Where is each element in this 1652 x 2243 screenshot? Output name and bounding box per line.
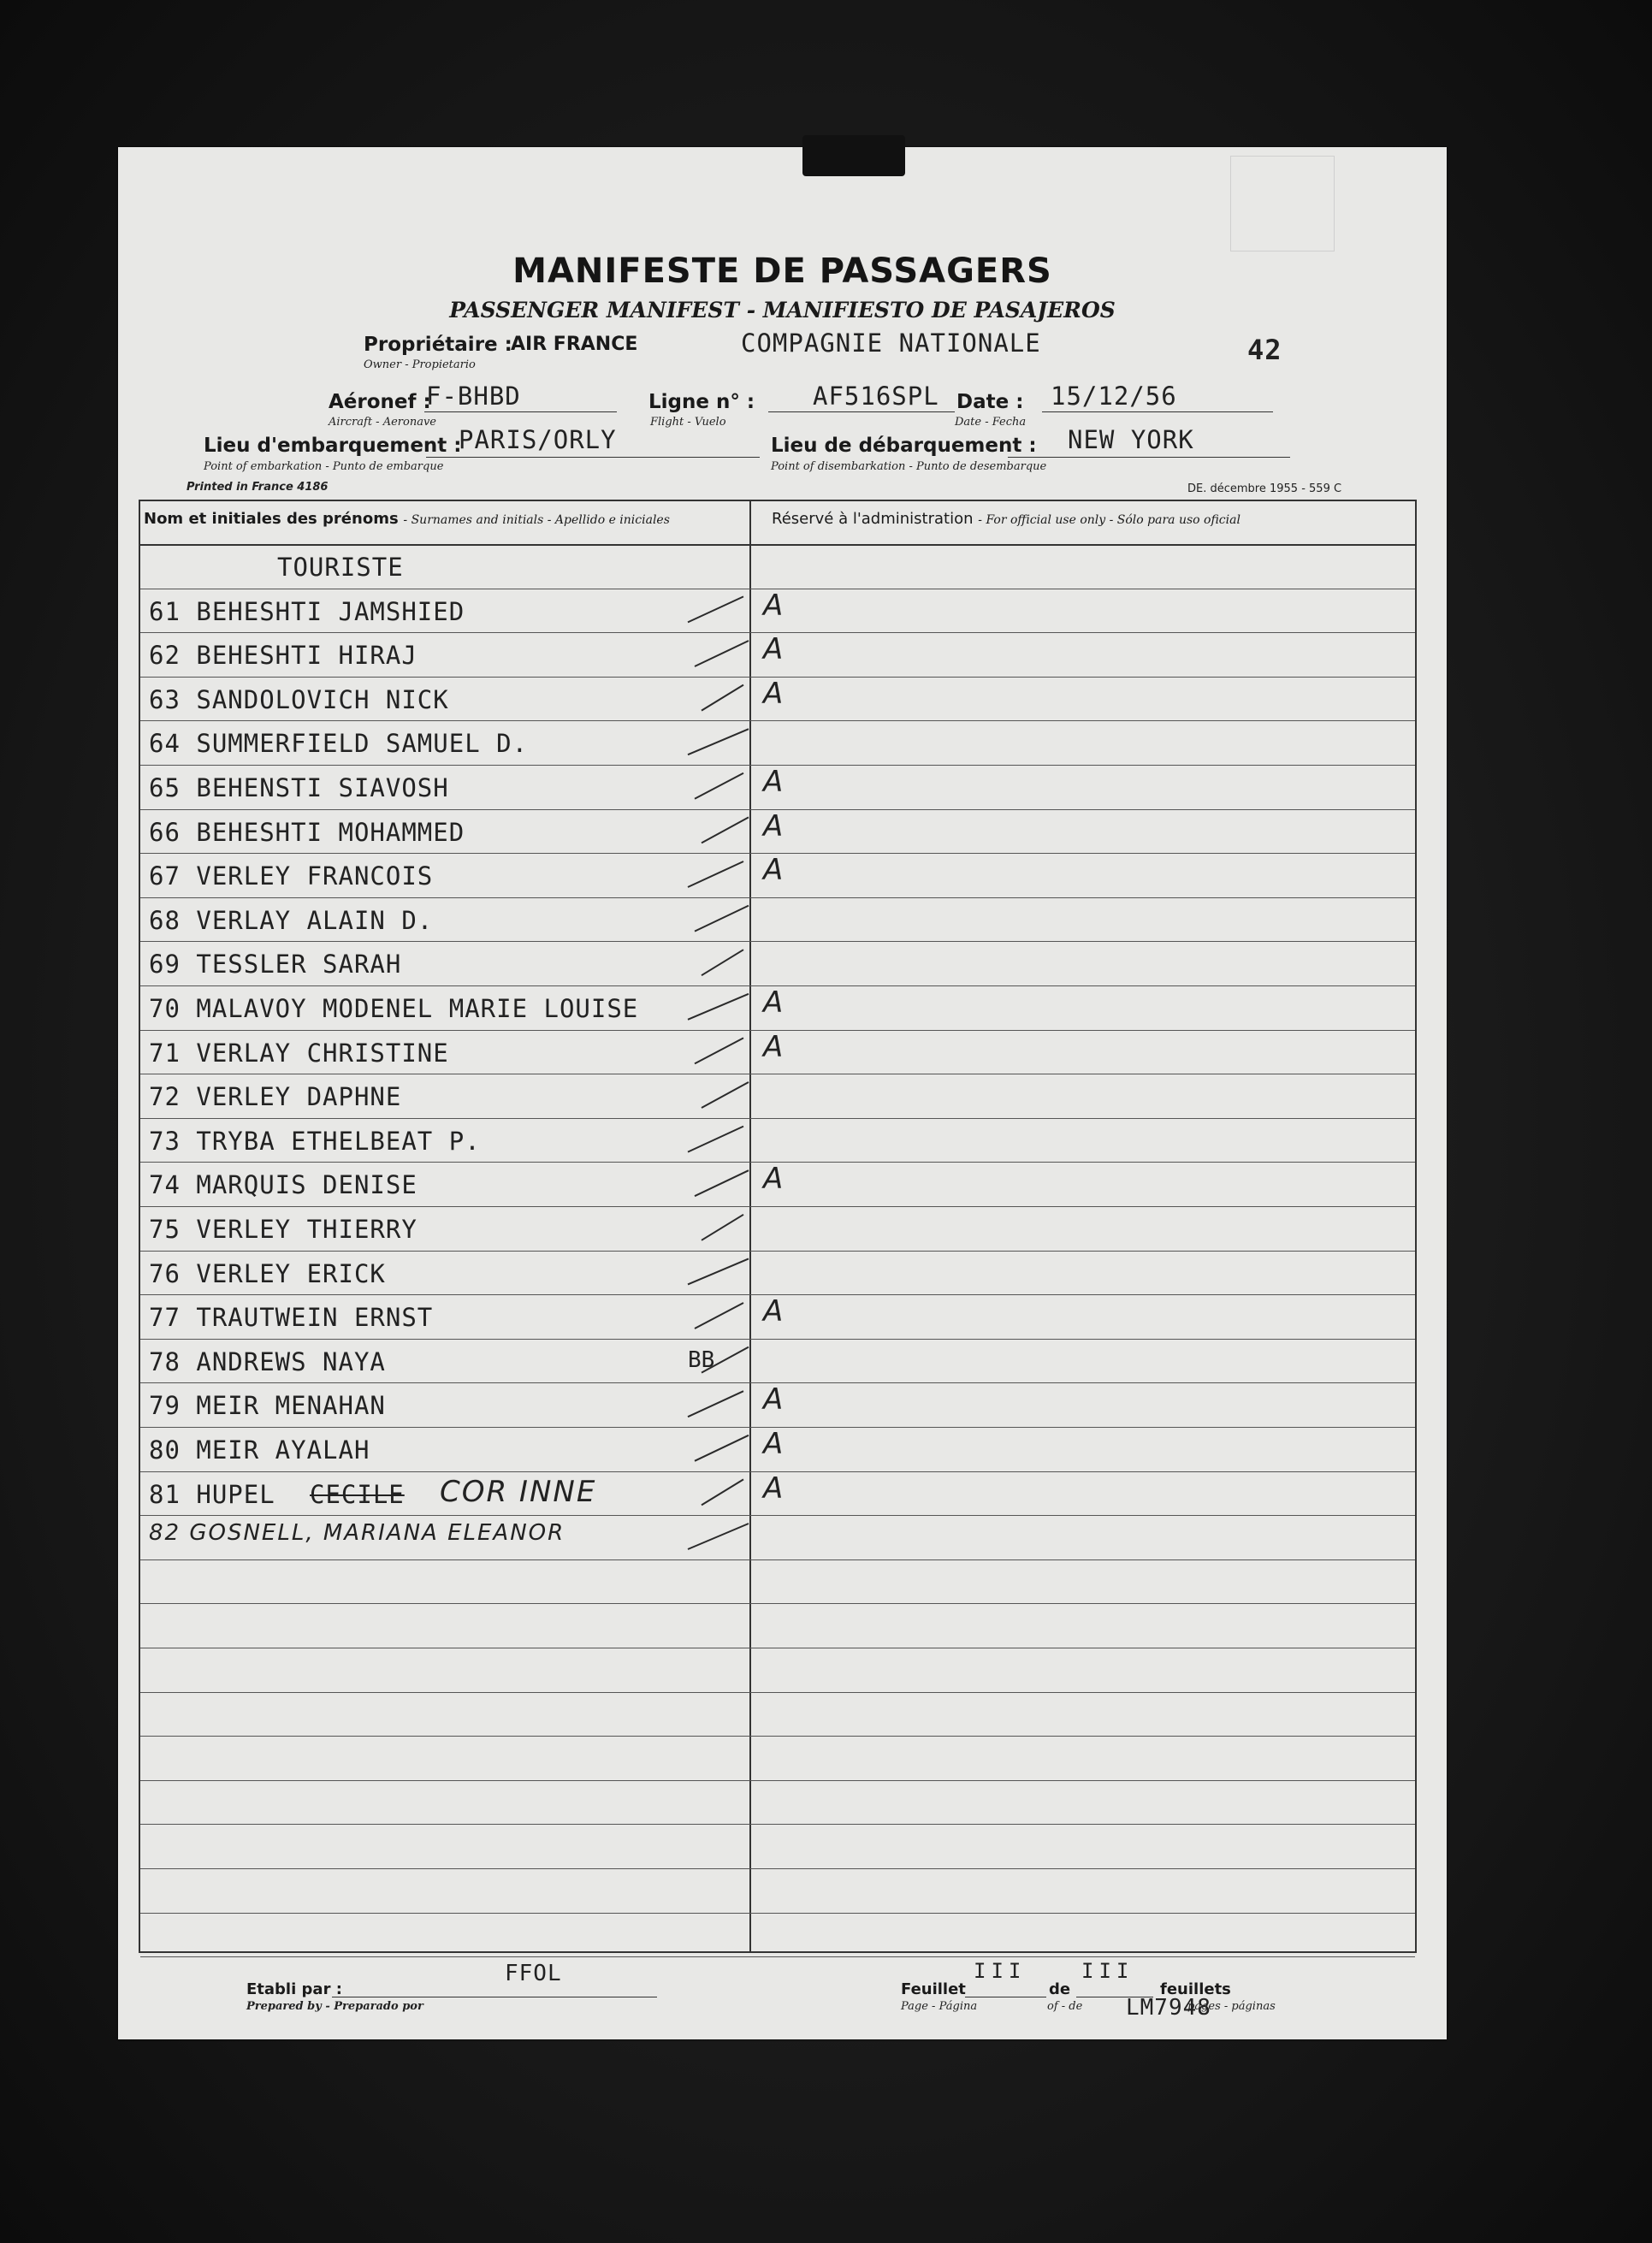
prepared-label: Etabli par : <box>246 1980 342 1998</box>
row-line <box>140 1824 1415 1825</box>
admin-column-title: Réservé à l'administration <box>772 510 974 528</box>
passenger-row: 68 VERLAY ALAIN D. <box>149 905 434 935</box>
admin-column-header <box>772 510 1240 528</box>
owner-typed-value: COMPAGNIE NATIONALE <box>741 328 1041 358</box>
row-line <box>140 1339 1415 1340</box>
admin-column-subtitle: - For official use only - Sólo para uso oficial <box>978 513 1240 527</box>
admin-mark: A <box>763 765 784 799</box>
faint-stamp-box <box>1230 156 1335 252</box>
passenger-row: 62 BEHESHTI HIRAJ <box>149 641 417 671</box>
passenger-table <box>139 500 1417 1953</box>
admin-mark: A <box>763 1162 784 1197</box>
passenger-row: 66 BEHESHTI MOHAMMED <box>149 817 465 847</box>
admin-mark: A <box>763 632 784 667</box>
manifest-page <box>118 147 1447 2039</box>
owner-label: Propriétaire : <box>364 334 512 356</box>
owner-sublabel: Owner - Propietario <box>364 358 476 371</box>
passenger-row: 65 BEHENSTI SIAVOSH <box>149 773 449 802</box>
row-line <box>140 1559 1415 1560</box>
row81-handwritten-name: COR INNE <box>440 1474 597 1509</box>
passenger-row: 64 SUMMERFIELD SAMUEL D. <box>149 729 529 759</box>
tick-mark <box>688 1127 743 1152</box>
row78-note: BB <box>688 1346 715 1373</box>
passenger-row: 61 BEHESHTI JAMSHIED <box>149 596 465 626</box>
row-line <box>140 941 1415 942</box>
page-number: 42 <box>1247 334 1282 366</box>
sheet-label: Feuillet <box>901 1980 966 1998</box>
sheet-sublabel: Page - Página <box>901 2000 978 2013</box>
row-line <box>140 1736 1415 1737</box>
printed-note: Printed in France 4186 <box>187 481 329 494</box>
column-separator <box>749 501 751 1951</box>
page-title: MANIFESTE DE PASSAGERS <box>512 252 1052 291</box>
row-line <box>140 1206 1415 1207</box>
tick-mark <box>688 596 743 622</box>
tick-mark <box>695 1170 749 1196</box>
tick-mark <box>702 685 743 711</box>
passenger-row: 76 VERLEY ERICK <box>149 1258 386 1288</box>
embarkation-value: PARIS/ORLY <box>459 425 617 454</box>
row-line <box>140 1913 1415 1914</box>
of-label: de <box>1049 1980 1071 1998</box>
tick-mark <box>688 994 749 1020</box>
disembarkation-sublabel: Point of disembarkation - Punto de desembarque <box>771 460 1047 473</box>
owner-value: AIR FRANCE <box>511 334 638 355</box>
flight-underline <box>768 411 955 412</box>
tick-mark <box>688 861 743 887</box>
archive-stamp: LM7948 <box>1126 1995 1211 2021</box>
tick-mark <box>695 1038 743 1063</box>
admin-mark: A <box>763 676 784 711</box>
aircraft-value: F-BHBD <box>426 382 521 411</box>
date-sublabel: Date - Fecha <box>955 416 1027 429</box>
passenger-row: 74 MARQUIS DENISE <box>149 1170 417 1200</box>
admin-mark: A <box>763 588 784 623</box>
sheets-sublabel: pages - páginas <box>1187 2000 1276 2013</box>
passenger-row: 71 VERLAY CHRISTINE <box>149 1038 449 1068</box>
tick-mark <box>688 729 749 755</box>
row-line <box>140 1692 1415 1693</box>
passenger-row: 73 TRYBA ETHELBEAT P. <box>149 1126 481 1156</box>
admin-mark: A <box>763 985 784 1020</box>
row-line <box>140 897 1415 898</box>
disembarkation-value: NEW YORK <box>1068 425 1194 454</box>
tick-mark <box>702 1215 743 1240</box>
name-column-header <box>144 510 670 528</box>
passenger-row: 81 HUPEL <box>149 1479 275 1509</box>
admin-mark: A <box>763 1427 784 1461</box>
aircraft-label: Aéronef : <box>329 391 431 413</box>
section-label: TOURISTE <box>277 553 404 582</box>
of-value: III <box>1081 1959 1134 1983</box>
row-line <box>140 1251 1415 1252</box>
flight-sublabel: Flight - Vuelo <box>650 416 726 429</box>
embarkation-label: Lieu d'embarquement : <box>204 435 462 457</box>
passenger-row: 79 MEIR MENAHAN <box>149 1391 386 1421</box>
tick-mark <box>688 1391 743 1417</box>
sheet-value: III <box>974 1959 1027 1983</box>
tick-mark <box>702 1479 743 1505</box>
name-column-subtitle: - Surnames and initials - Apellido e iniciales <box>403 513 670 527</box>
passenger-row: 78 ANDREWS NAYA <box>149 1346 386 1376</box>
passenger-row: 70 MALAVOY MODENEL MARIE LOUISE <box>149 994 639 1023</box>
passenger-row: 77 TRAUTWEIN ERNST <box>149 1303 434 1333</box>
passenger-row: 63 SANDOLOVICH NICK <box>149 684 449 714</box>
tick-mark <box>702 817 749 843</box>
name-column-title: Nom et initiales des prénoms <box>144 510 399 528</box>
aircraft-sublabel: Aircraft - Aeronave <box>329 416 436 429</box>
tick-mark <box>688 1524 749 1549</box>
row81-struck-name: CECILE <box>310 1479 405 1509</box>
sheets-label: feuillets <box>1160 1980 1231 1998</box>
tick-mark <box>695 906 749 932</box>
tape-piece <box>802 135 905 176</box>
disembarkation-label: Lieu de débarquement : <box>771 435 1037 457</box>
date-underline <box>1042 411 1273 412</box>
admin-mark: A <box>763 808 784 843</box>
of-sublabel: of - de <box>1047 2000 1083 2013</box>
tick-mark <box>695 1303 743 1329</box>
form-reference: DE. décembre 1955 - 559 C <box>1187 482 1342 495</box>
admin-mark: A <box>763 1382 784 1417</box>
tick-mark <box>702 950 743 975</box>
passenger-row: 75 VERLEY THIERRY <box>149 1215 417 1244</box>
row-line <box>140 1603 1415 1604</box>
row-line <box>140 1780 1415 1781</box>
aircraft-underline <box>424 411 617 412</box>
admin-mark: A <box>763 1029 784 1064</box>
passenger-row: 67 VERLEY FRANCOIS <box>149 861 434 891</box>
passenger-row: 69 TESSLER SARAH <box>149 950 402 979</box>
prepared-value: FFOL <box>505 1961 562 1986</box>
row-line <box>140 1515 1415 1516</box>
tick-mark <box>688 1258 749 1284</box>
passenger-row: 72 VERLEY DAPHNE <box>149 1082 402 1112</box>
embarkation-underline <box>426 457 760 458</box>
tick-mark <box>695 641 749 666</box>
passenger-row: 80 MEIR AYALAH <box>149 1435 370 1465</box>
flight-value: AF516SPL <box>813 382 939 411</box>
prepared-sublabel: Prepared by - Preparado por <box>246 2000 423 2013</box>
disembarkation-underline <box>1008 457 1290 458</box>
row-line <box>140 1956 1415 1957</box>
date-label: Date : <box>956 391 1024 413</box>
row-line <box>140 1118 1415 1119</box>
row-line <box>140 720 1415 721</box>
tick-mark <box>695 1435 749 1461</box>
embarkation-sublabel: Point of embarkation - Punto de embarque <box>204 460 444 473</box>
tick-mark <box>702 1082 749 1108</box>
header-separator <box>140 544 1415 546</box>
admin-mark: A <box>763 1294 784 1329</box>
flight-label: Ligne n° : <box>648 391 755 413</box>
page-subtitle: PASSENGER MANIFEST - MANIFIESTO DE PASAJEROS <box>449 298 1116 323</box>
admin-mark: A <box>763 853 784 888</box>
date-value: 15/12/56 <box>1051 382 1177 411</box>
tick-mark <box>695 773 743 799</box>
admin-mark: A <box>763 1471 784 1506</box>
row-line <box>140 1868 1415 1869</box>
row82-handwritten-entry: 82 GOSNELL, MARIANA ELEANOR <box>149 1520 565 1547</box>
